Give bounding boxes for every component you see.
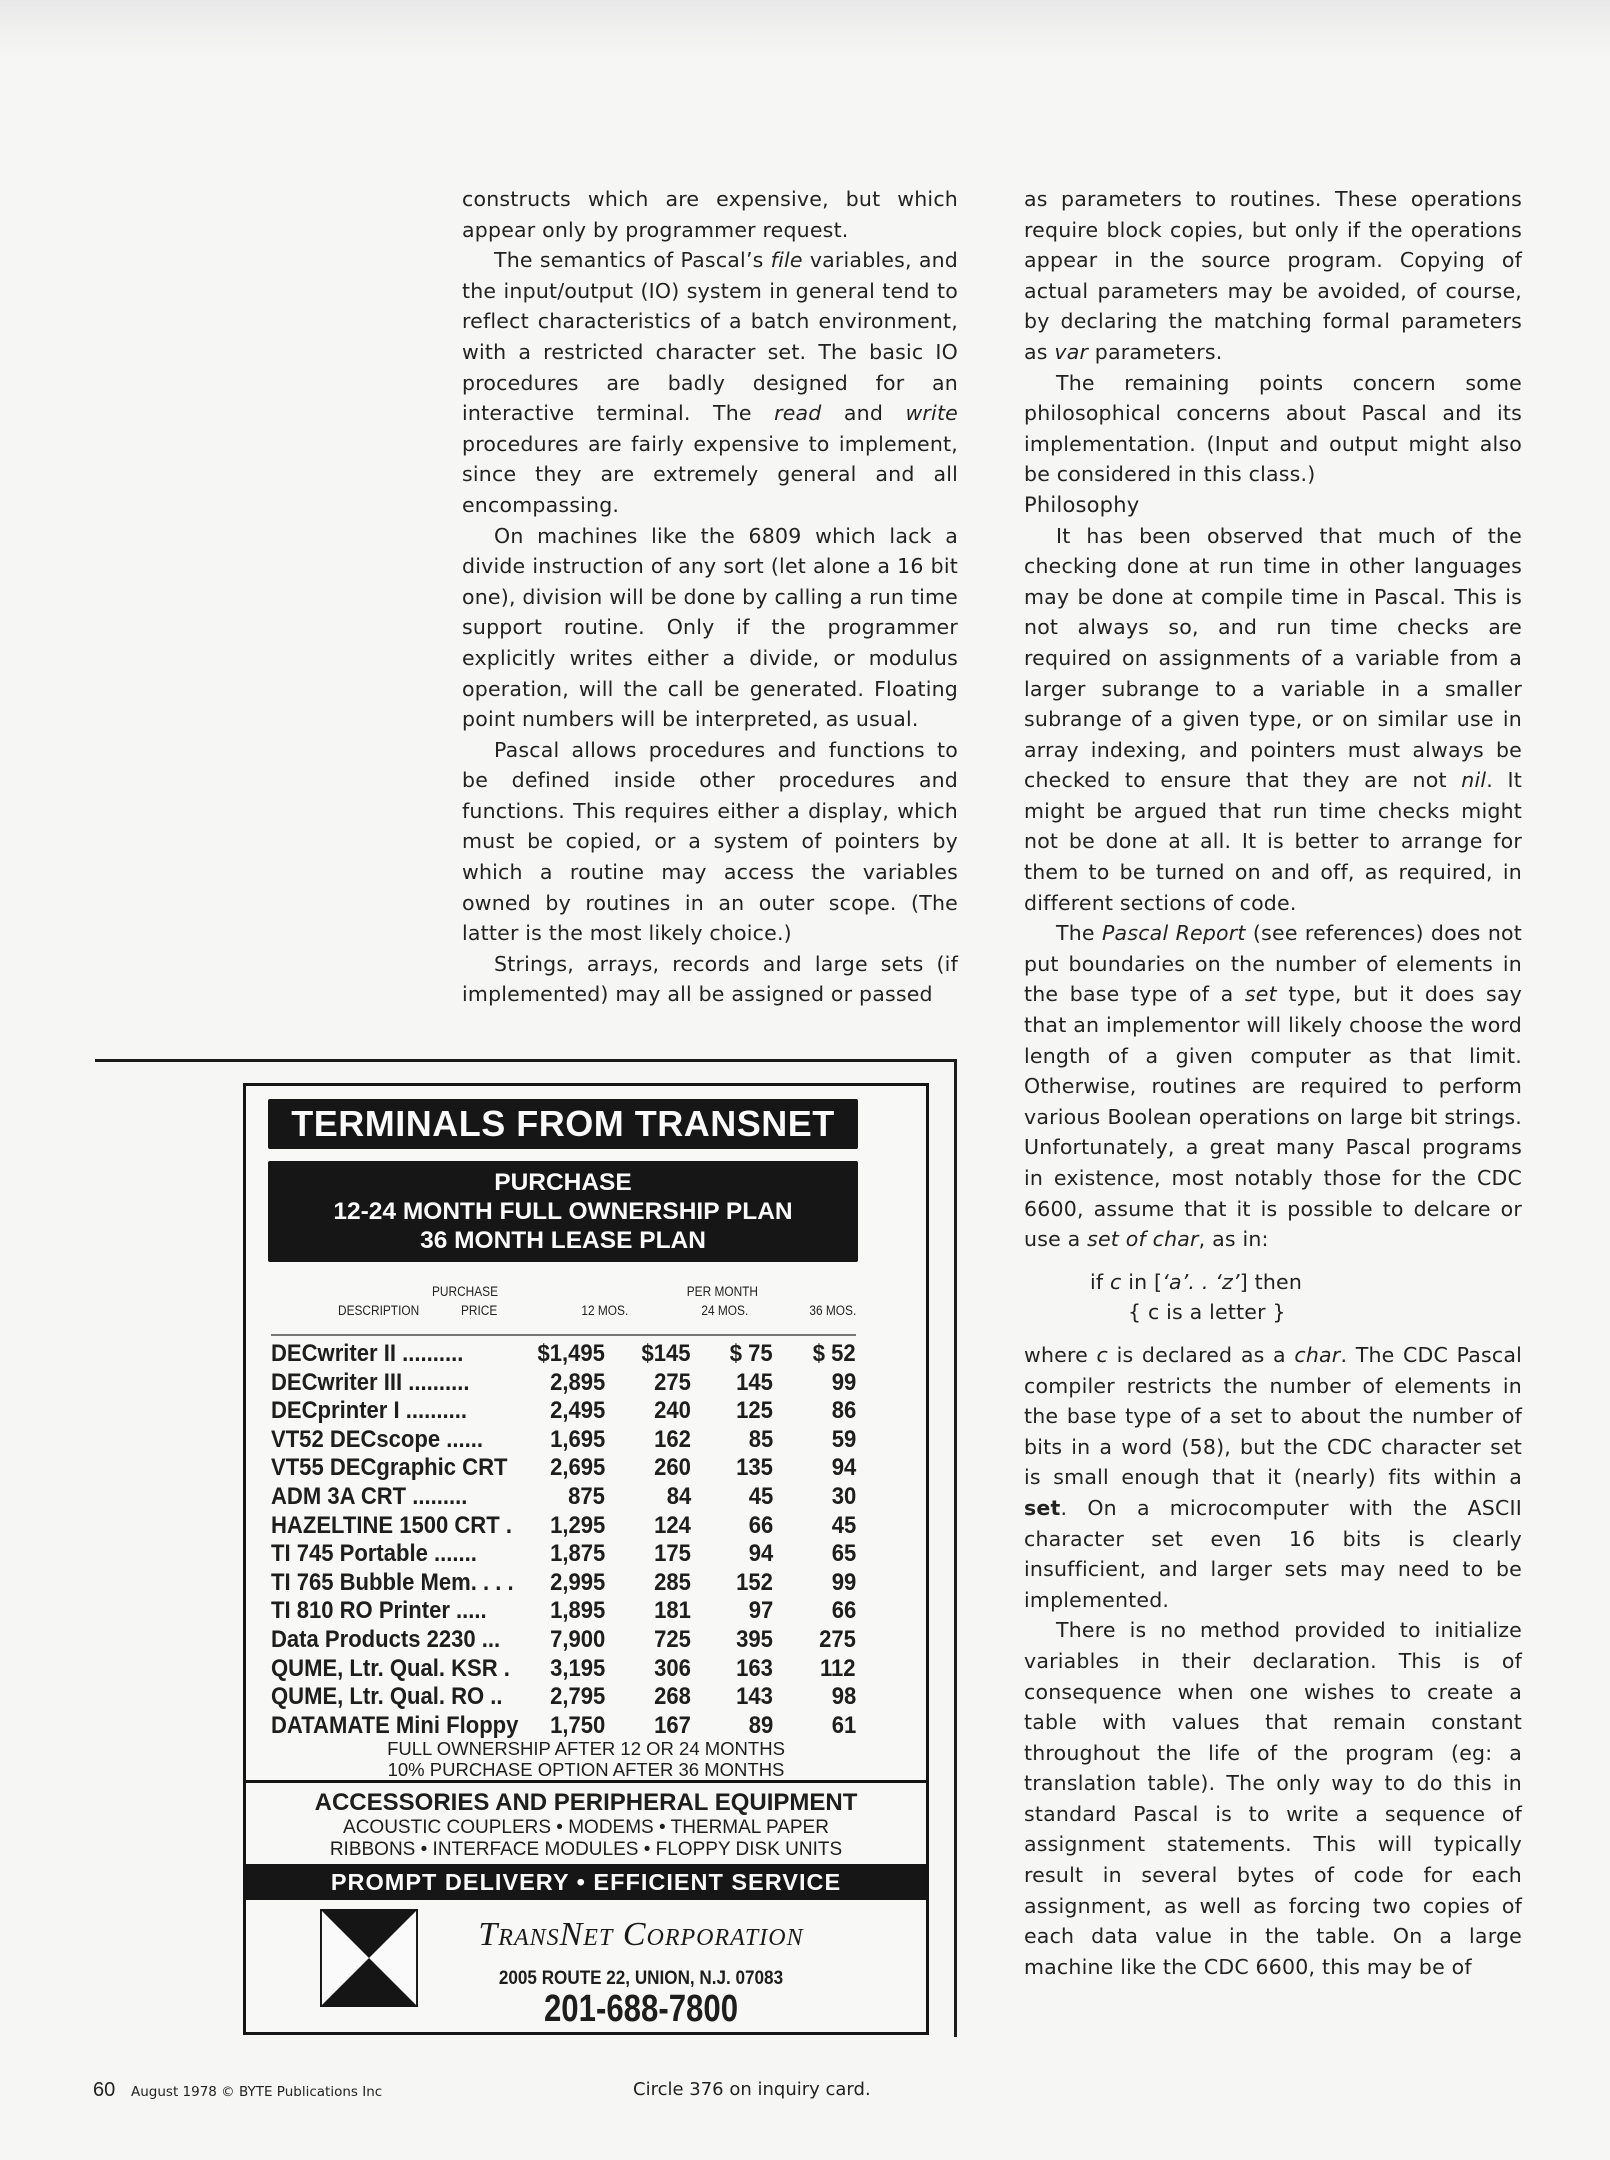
company-phone: 201-688-7800 xyxy=(543,1988,739,2030)
header-price: PRICE xyxy=(460,1303,497,1318)
cell-m24: $ 75 xyxy=(730,1340,773,1367)
cell-m36: 99 xyxy=(831,1568,856,1596)
scan-edge-shading xyxy=(0,0,1610,60)
accessories-line: ACOUSTIC COUPLERS • MODEMS • THERMAL PAPER xyxy=(343,1817,829,1838)
price-table-row xyxy=(263,1454,863,1483)
cell-m36: 94 xyxy=(831,1454,856,1482)
cell-desc: QUME, Ltr. Qual. KSR . xyxy=(271,1654,510,1682)
price-table-row xyxy=(263,1540,863,1569)
header-purchase: PURCHASE xyxy=(431,1284,498,1299)
column-2-philosophy-body xyxy=(1024,521,1522,1255)
vertical-divider-rule xyxy=(954,1059,957,2037)
cell-price: 7,900 xyxy=(549,1625,605,1653)
ad-title-bar: TERMINALS FROM TRANSNET xyxy=(268,1099,858,1149)
article-paragraph: The remaining points concern some philosophical concerns about Pascal and its implementation. (Input and output might also be considered in this class.) xyxy=(1024,370,1522,487)
header-description: DESCRIPTION xyxy=(338,1303,420,1318)
cell-m12: 268 xyxy=(654,1683,691,1711)
plan-line: PURCHASE xyxy=(494,1169,632,1196)
cell-m12: 285 xyxy=(654,1568,691,1596)
cell-m24: 94 xyxy=(748,1540,773,1568)
column-2-continuation xyxy=(1024,1340,1522,1982)
cell-m24: 152 xyxy=(736,1568,773,1596)
price-table-row xyxy=(263,1569,863,1598)
section-heading-philosophy: Philosophy xyxy=(1024,492,1140,517)
cell-m24: 395 xyxy=(736,1625,773,1653)
article-paragraph: as parameters to routines. These operations require block copies, but only if the operations appear in the source program. Copying of actual parameters may be avoided, of course, by declaring the matching formal parameters as var parameters. xyxy=(1024,187,1522,364)
cell-price: 2,495 xyxy=(549,1397,605,1425)
article-paragraph: Pascal allows procedures and functions to be defined inside other procedures and functions. This requires either a display, which must be copied, or a system of pointers by which a routine may access the variables owned by routines in an outer scope. (The latter is the most likely choice.) xyxy=(462,737,958,946)
cell-m24: 145 xyxy=(736,1368,773,1396)
cell-desc: TI 765 Bubble Mem. . . . xyxy=(271,1568,514,1596)
cell-price: 2,695 xyxy=(549,1454,605,1482)
cell-m36: 59 xyxy=(831,1425,856,1453)
cell-m36: 86 xyxy=(831,1397,856,1425)
header-24-mos xyxy=(695,1303,748,1318)
inquiry-card-note: Circle 376 on inquiry card. xyxy=(633,2079,871,2100)
article-column-1 xyxy=(462,184,958,1010)
cell-desc: QUME, Ltr. Qual. RO .. xyxy=(271,1683,503,1711)
ad-section-divider xyxy=(246,1780,926,1783)
cell-m36: 66 xyxy=(831,1597,856,1625)
article-column-2 xyxy=(1024,184,1522,1982)
price-table-row xyxy=(263,1397,863,1426)
plan-line: 12-24 MONTH FULL OWNERSHIP PLAN xyxy=(333,1198,793,1225)
cell-m12: 240 xyxy=(654,1397,691,1425)
code-line-1: if c in [‘a’. . ‘z’] then xyxy=(1090,1269,1303,1294)
cell-m36: $ 52 xyxy=(813,1340,856,1367)
company-name: TransNet Corporation xyxy=(478,1916,804,1953)
cell-m24: 143 xyxy=(736,1683,773,1711)
publication-credit: August 1978 © BYTE Publications Inc xyxy=(131,2084,383,2100)
header-per-month: PER MONTH xyxy=(686,1284,758,1299)
cell-m12: 260 xyxy=(654,1454,691,1482)
price-table-row xyxy=(263,1683,863,1712)
cell-desc: TI 745 Portable ....... xyxy=(271,1540,477,1568)
cell-m12: 167 xyxy=(654,1711,691,1739)
price-table-row xyxy=(263,1626,863,1655)
article-paragraph: Strings, arrays, records and large sets (if implemented) may all be assigned or passed xyxy=(462,951,958,1007)
cell-m36: 99 xyxy=(831,1368,856,1396)
header-36-mos: 36 MOS. xyxy=(809,1303,856,1318)
cell-price: 1,895 xyxy=(549,1597,605,1625)
article-paragraph: There is no method provided to initialize variables in their declaration. This is of consequence when one wishes to create a table with values that remain constant throughout the life of the program (eg: a translation table). The only way to do this in standard Pascal is to write a sequence of assignment statements. This will typically result in several bytes of code for each assignment, as well as forcing two copies of each data value in the table. On a large machine like the CDC 6600, this may be of xyxy=(1024,1618,1522,1979)
price-table xyxy=(263,1340,863,1740)
cell-price: 875 xyxy=(568,1482,605,1510)
cell-m36: 30 xyxy=(831,1482,856,1510)
cell-desc: ADM 3A CRT ......... xyxy=(271,1482,468,1510)
cell-desc: Data Products 2230 ... xyxy=(271,1625,501,1653)
cell-desc: DECwriter III .......... xyxy=(271,1368,470,1396)
cell-m12: 84 xyxy=(666,1482,691,1510)
cell-m12: 306 xyxy=(654,1654,691,1682)
cell-price: 2,995 xyxy=(549,1568,605,1596)
accessories-title: ACCESSORIES AND PERIPHERAL EQUIPMENT xyxy=(314,1789,858,1816)
cell-m24: 163 xyxy=(736,1654,773,1682)
cell-m12: 275 xyxy=(654,1368,691,1396)
price-table-row xyxy=(263,1483,863,1512)
cell-m12: $145 xyxy=(641,1340,691,1367)
cell-m12: 124 xyxy=(654,1511,691,1539)
transnet-advertisement xyxy=(243,1083,929,2035)
price-table-row xyxy=(263,1655,863,1684)
cell-m12: 181 xyxy=(654,1597,691,1625)
article-paragraph: constructs which are expensive, but which appear only by programmer request. xyxy=(462,187,958,242)
code-example xyxy=(1090,1267,1522,1328)
price-table-row xyxy=(263,1597,863,1626)
plan-line: 36 MONTH LEASE PLAN xyxy=(420,1227,706,1254)
cell-desc: VT52 DECscope ...... xyxy=(271,1425,484,1453)
header-12-mos: 12 MOS. xyxy=(581,1303,628,1318)
price-table-row xyxy=(263,1512,863,1541)
table-header-rule xyxy=(271,1334,856,1336)
ad-plans-bar xyxy=(268,1161,858,1262)
cell-m12: 175 xyxy=(654,1540,691,1568)
cell-price: 2,795 xyxy=(549,1683,605,1711)
cell-desc: TI 810 RO Printer ..... xyxy=(271,1597,487,1625)
cell-m24: 125 xyxy=(736,1397,773,1425)
cell-price: 3,195 xyxy=(549,1654,605,1682)
cell-price: 2,895 xyxy=(549,1368,605,1396)
cell-desc: DECwriter II .......... xyxy=(271,1340,464,1367)
price-table-row xyxy=(263,1712,863,1741)
cell-m36: 45 xyxy=(831,1511,856,1539)
cell-desc: DATAMATE Mini Floppy xyxy=(271,1711,519,1739)
price-table-row xyxy=(263,1340,863,1369)
page-number: 60 xyxy=(93,2079,116,2101)
header-24-mos-label: 24 MOS. xyxy=(701,1303,748,1318)
article-paragraph: On machines like the 6809 which lack a divide instruction of any sort (let alone a 16 bit one), division will be done by calling a run time support routine. Only if the programmer explicitly writes either a divide, or modulus operation, will the call be generated. Floating point numbers will be interpreted, as usual. xyxy=(462,523,958,732)
company-address: 2005 ROUTE 22, UNION, N.J. 07083 xyxy=(498,1968,784,1989)
cell-m36: 65 xyxy=(831,1540,856,1568)
cell-desc: DECprinter I .......... xyxy=(271,1397,468,1425)
price-table-row xyxy=(263,1369,863,1398)
cell-m24: 45 xyxy=(748,1482,773,1510)
accessories-line: RIBBONS • INTERFACE MODULES • FLOPPY DISK UNITS xyxy=(329,1839,843,1860)
cell-m24: 66 xyxy=(748,1511,773,1539)
cell-m24: 89 xyxy=(748,1711,773,1739)
cell-m36: 112 xyxy=(820,1654,856,1682)
cell-m24: 135 xyxy=(736,1454,773,1482)
cell-m12: 725 xyxy=(654,1625,691,1653)
article-paragraph: where c is declared as a char. The CDC Pascal compiler restricts the number of elements in the base type of a set to about the number of bits in a word (58), but the CDC character set is small enough that it (nearly) fits within a set. On a microcomputer with the ASCII character set even 16 bits is clearly insufficient, and larger sets may need to be implemented. xyxy=(1024,1342,1522,1612)
price-table-header xyxy=(268,1274,858,1324)
cell-price: 1,750 xyxy=(549,1711,605,1739)
ownership-note: FULL OWNERSHIP AFTER 12 OR 24 MONTHS xyxy=(387,1738,785,1759)
price-table-row xyxy=(263,1426,863,1455)
article-paragraph: The Pascal Report (see references) does not put boundaries on the number of elements in the base type of a set type, but it does say that an implementor will likely choose the word length of a given computer as that limit. Otherwise, routines are required to perform various Boolean operations on large bit strings. Unfortunately, a great many Pascal programs in existence, most notably those for the CDC 6600, assume that it is possible to delcare or use a set of char, as in: xyxy=(1024,921,1522,1252)
cell-desc: HAZELTINE 1500 CRT . xyxy=(271,1511,512,1539)
cell-m24: 97 xyxy=(748,1597,773,1625)
cell-m24: 85 xyxy=(748,1425,773,1453)
purchase-option-note: 10% PURCHASE OPTION AFTER 36 MONTHS xyxy=(387,1759,785,1780)
cell-m36: 275 xyxy=(819,1625,856,1653)
cell-m36: 98 xyxy=(831,1683,856,1711)
service-bar: PROMPT DELIVERY • EFFICIENT SERVICE xyxy=(246,1864,926,1900)
article-paragraph: The semantics of Pascal’s file variables, and the input/output (IO) system in general tend to reflect characteristics of a batch environment, with a restricted character set. The basic IO procedures are badly designed for an interactive terminal. The read and write procedures are fairly expensive to implement, since they are extremely general and all encompassing. xyxy=(462,248,958,517)
cell-price: 1,875 xyxy=(549,1540,605,1568)
cell-m12: 162 xyxy=(654,1425,691,1453)
cell-m36: 61 xyxy=(831,1711,856,1739)
article-paragraph: It has been observed that much of the checking done at run time in other languages may be done at compile time in Pascal. This is not always so, and run time checks are required on assignments of a variable from a larger subrange to a variable in a smaller subrange of a given type, or on similar use in array indexing, and pointers must always be checked to ensure that they are not nil. It might be argued that run time checks might not be done at all. It is better to arrange for them to be turned on and off, as required, in different sections of code. xyxy=(1024,523,1522,915)
cell-desc: VT55 DECgraphic CRT xyxy=(271,1454,508,1482)
code-line-2: { c is a letter } xyxy=(1128,1300,1286,1325)
horizontal-divider-rule xyxy=(95,1059,956,1062)
cell-price: 1,295 xyxy=(549,1511,605,1539)
cell-price: $1,495 xyxy=(537,1340,605,1367)
cell-price: 1,695 xyxy=(549,1425,605,1453)
column-2-intro xyxy=(1024,184,1522,490)
